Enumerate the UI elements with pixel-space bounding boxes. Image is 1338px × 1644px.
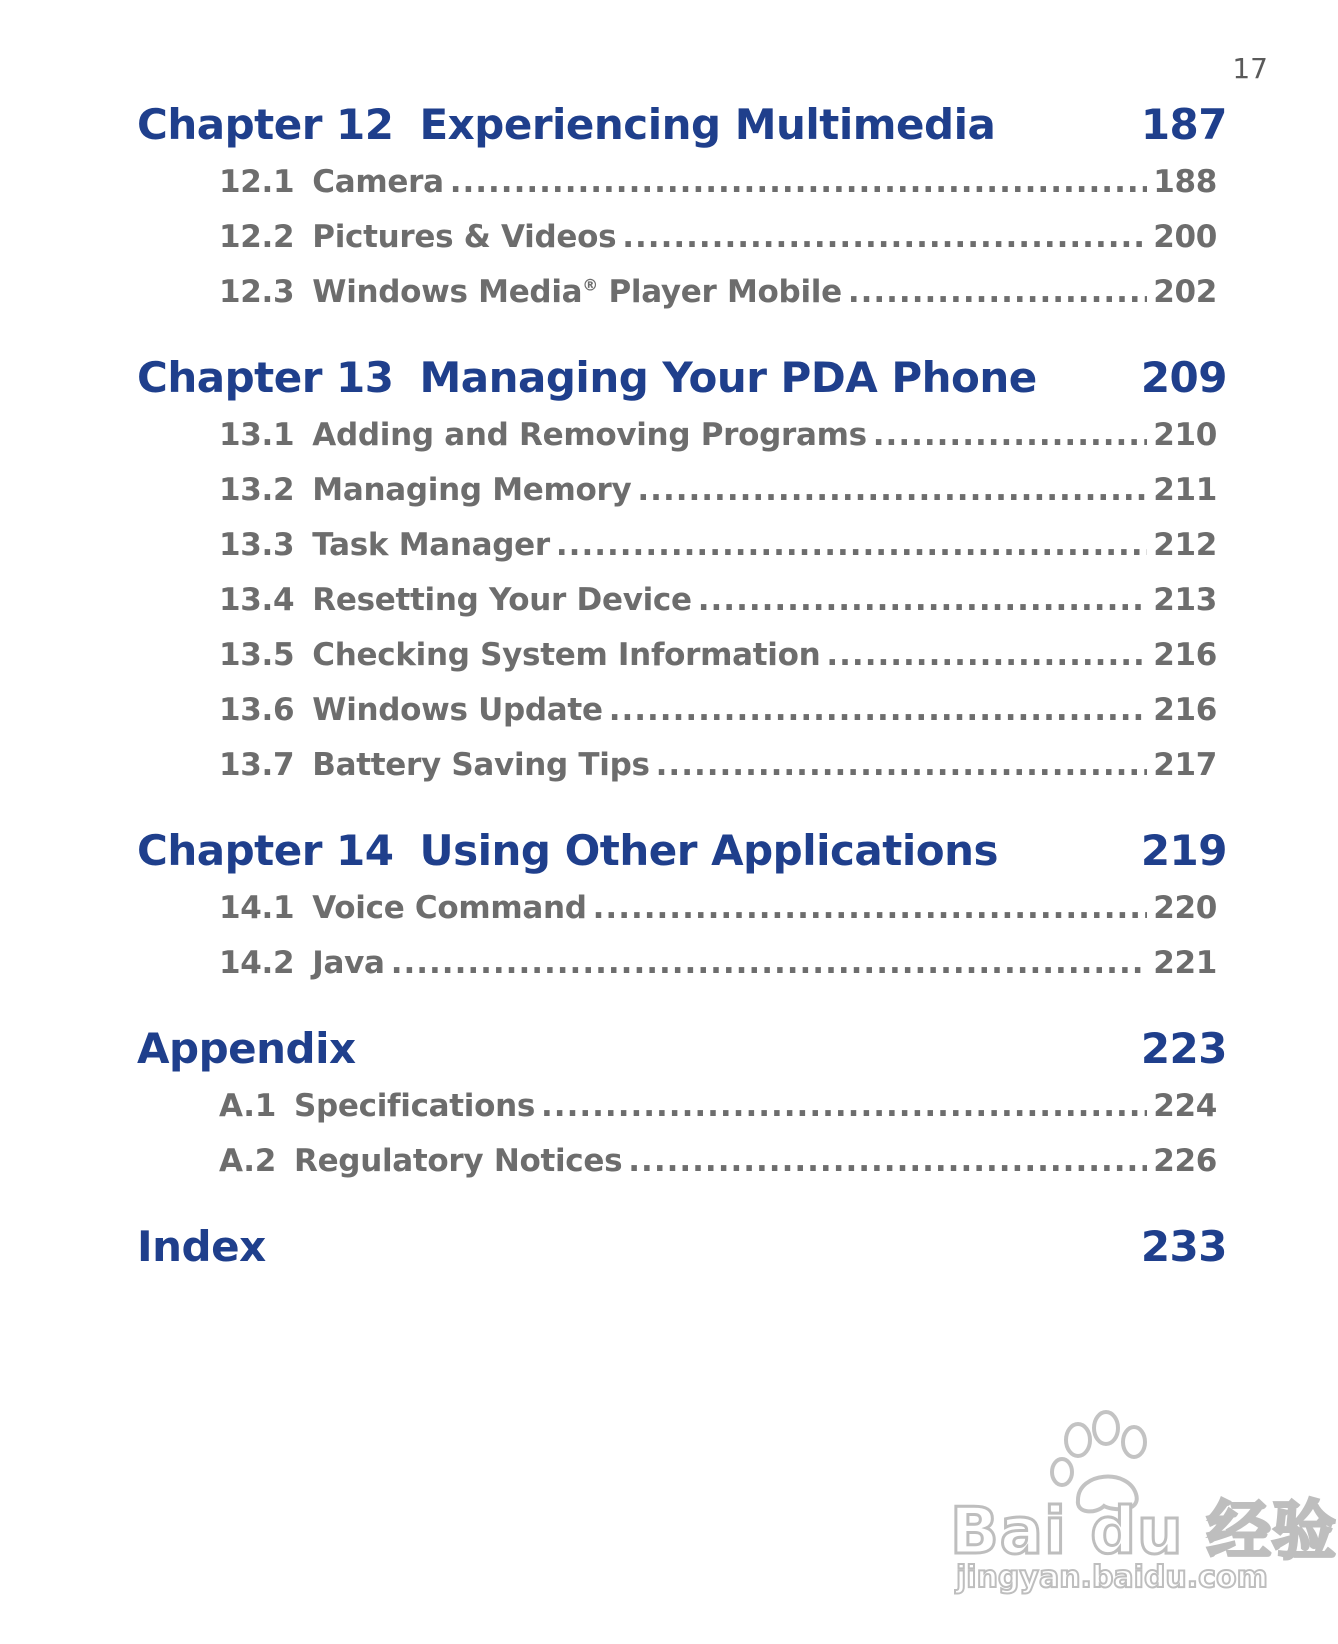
chapter-page: 223 [1140, 1024, 1227, 1073]
chapter-title: Using Other Applications [419, 826, 998, 875]
entry-title: Specifications [294, 1088, 536, 1124]
entry-title: Battery Saving Tips [312, 747, 650, 783]
entry-number: 12.3 [219, 274, 295, 310]
dot-leader [541, 1088, 1147, 1124]
dot-leader [609, 692, 1148, 728]
chapter-heading[interactable] [137, 1222, 1227, 1286]
registered-mark: ® [582, 275, 598, 295]
entry-title: Managing Memory [312, 472, 632, 508]
entry-number: 12.1 [219, 164, 295, 200]
entry-number: 13.6 [219, 692, 295, 728]
entry-page: 213 [1153, 582, 1217, 618]
dot-leader [656, 747, 1148, 783]
toc-entry[interactable] [219, 527, 1217, 582]
entry-number: 14.1 [219, 890, 295, 926]
toc-entry[interactable] [219, 890, 1217, 945]
entry-number: 14.2 [219, 945, 295, 981]
appendix [137, 1024, 1227, 1198]
dot-leader [848, 274, 1147, 310]
entry-title-rest: Player Mobile [597, 274, 842, 310]
entry-page: 217 [1153, 747, 1217, 783]
entry-title-main: Windows Media [312, 274, 583, 310]
entry-number: A.2 [219, 1143, 277, 1179]
entry-title: Pictures & Videos [312, 219, 617, 255]
chapter-13 [137, 353, 1227, 802]
toc-entry[interactable] [219, 472, 1217, 527]
baidu-watermark [940, 1410, 1337, 1610]
toc-entry[interactable] [219, 747, 1217, 802]
entry-page: 216 [1153, 637, 1217, 673]
entry-number: 13.7 [219, 747, 295, 783]
chapter-page: 187 [1140, 100, 1227, 149]
chapter-label: Appendix [137, 1024, 356, 1073]
chapter-label: Chapter 12 [137, 100, 394, 149]
watermark-url: jingyan.baidu.com [956, 1560, 1268, 1595]
toc-entry[interactable] [219, 417, 1217, 472]
dot-leader [391, 945, 1148, 981]
entry-title: Windows Update [312, 692, 603, 728]
dot-leader [637, 472, 1147, 508]
dot-leader [622, 219, 1147, 255]
chapter-heading[interactable] [137, 826, 1227, 890]
chapter-label: Chapter 13 [137, 353, 394, 402]
entry-number: 13.3 [219, 527, 295, 563]
entry-page: 224 [1153, 1088, 1217, 1124]
entry-number: 13.1 [219, 417, 295, 453]
toc-entry[interactable] [219, 945, 1217, 1000]
entry-number: 13.4 [219, 582, 295, 618]
entry-page: 188 [1153, 164, 1217, 200]
entry-number: 13.5 [219, 637, 295, 673]
chapter-label: Chapter 14 [137, 826, 394, 875]
chapter-page: 219 [1140, 826, 1227, 875]
entry-page: 216 [1153, 692, 1217, 728]
chapter-heading[interactable] [137, 100, 1227, 164]
toc-entry[interactable] [219, 1143, 1217, 1198]
dot-leader [698, 582, 1147, 618]
entry-title: Java [312, 945, 385, 981]
chapter-heading[interactable] [137, 1024, 1227, 1088]
chapter-12 [137, 100, 1227, 329]
page-number: 17 [1232, 52, 1268, 85]
entry-page: 226 [1153, 1143, 1217, 1179]
chapter-page: 209 [1140, 353, 1227, 402]
table-of-contents [137, 100, 1227, 1310]
entry-title: Camera [312, 164, 444, 200]
toc-entry[interactable] [219, 637, 1217, 692]
entry-page: 202 [1153, 274, 1217, 310]
entry-number: A.1 [219, 1088, 277, 1124]
entry-title: Regulatory Notices [294, 1143, 623, 1179]
entry-title [312, 274, 842, 310]
toc-entry[interactable] [219, 692, 1217, 747]
entry-title: Adding and Removing Programs [312, 417, 867, 453]
entry-title: Task Manager [312, 527, 550, 563]
entry-page: 210 [1153, 417, 1217, 453]
index [137, 1222, 1227, 1286]
entry-title: Checking System Information [312, 637, 821, 673]
chapter-title: Managing Your PDA Phone [419, 353, 1037, 402]
entry-page: 212 [1153, 527, 1217, 563]
dot-leader [450, 164, 1147, 200]
dot-leader [826, 637, 1147, 673]
toc-entry[interactable] [219, 1088, 1217, 1143]
entry-page: 211 [1153, 472, 1217, 508]
toc-entry[interactable] [219, 582, 1217, 637]
dot-leader [556, 527, 1147, 563]
chapter-page: 233 [1140, 1222, 1227, 1271]
watermark-logo: Bai du 经验 [950, 1495, 1337, 1569]
entry-page: 200 [1153, 219, 1217, 255]
chapter-14 [137, 826, 1227, 1000]
entry-number: 13.2 [219, 472, 295, 508]
chapter-heading[interactable] [137, 353, 1227, 417]
chapter-title: Experiencing Multimedia [419, 100, 996, 149]
toc-entry[interactable] [219, 274, 1217, 329]
dot-leader [873, 417, 1147, 453]
dot-leader [628, 1143, 1147, 1179]
entry-title: Voice Command [312, 890, 587, 926]
entry-number: 12.2 [219, 219, 295, 255]
entry-title: Resetting Your Device [312, 582, 692, 618]
toc-entry[interactable] [219, 219, 1217, 274]
chapter-label: Index [137, 1222, 266, 1271]
entry-page: 220 [1153, 890, 1217, 926]
dot-leader [593, 890, 1148, 926]
toc-entry[interactable] [219, 164, 1217, 219]
entry-page: 221 [1153, 945, 1217, 981]
